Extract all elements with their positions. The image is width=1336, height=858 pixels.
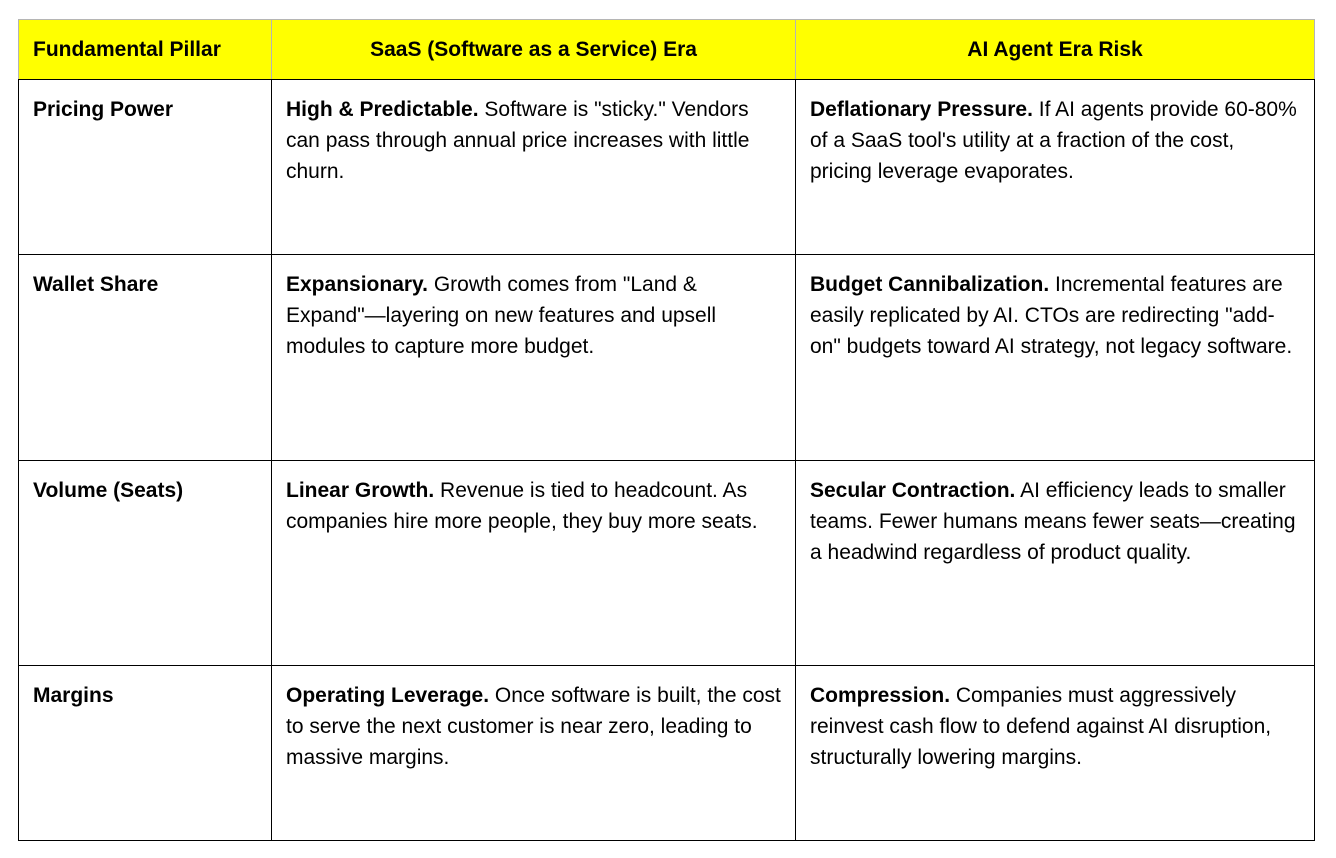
ai-lead-text: Secular Contraction. [810,479,1016,502]
saas-body-text: Growth comes from "Land & Expand"—layering on new features and upsell modules to capture more budget. [286,273,717,358]
saas-era-cell [272,80,796,255]
saas-lead-text: High & Predictable. [286,98,479,121]
comparison-table [18,19,1315,841]
pillar-cell: Pricing Power [19,80,272,255]
header-saas-era: SaaS (Software as a Service) Era [272,20,796,80]
saas-body-text: Revenue is tied to headcount. As companies hire more people, they buy more seats. [286,479,758,533]
saas-lead-text: Linear Growth. [286,479,435,502]
saas-body-text: Once software is built, the cost to serve the next customer is near zero, leading to massive margins. [286,684,781,769]
ai-risk-cell [796,80,1315,255]
table-row [19,80,1315,255]
ai-risk-cell [796,666,1315,841]
pillar-cell: Margins [19,666,272,841]
saas-body-text: Software is "sticky." Vendors can pass through annual price increases with little churn. [286,98,750,183]
pillar-cell: Wallet Share [19,255,272,461]
ai-body-text: If AI agents provide 60-80% of a SaaS tool's utility at a fraction of the cost, pricing leverage evaporates. [810,98,1297,183]
saas-lead-text: Operating Leverage. [286,684,490,707]
header-fundamental-pillar: Fundamental Pillar [19,20,272,80]
comparison-table-container [18,19,1315,841]
saas-era-cell [272,255,796,461]
ai-body-text: AI efficiency leads to smaller teams. Fewer humans means fewer seats—creating a headwind regardless of product quality. [810,479,1296,564]
saas-lead-text: Expansionary. [286,273,428,296]
ai-body-text: Companies must aggressively reinvest cash flow to defend against AI disruption, structurally lowering margins. [810,684,1272,769]
saas-era-cell [272,666,796,841]
ai-lead-text: Compression. [810,684,951,707]
pillar-cell: Volume (Seats) [19,461,272,666]
table-row [19,461,1315,666]
table-row [19,666,1315,841]
header-ai-agent-era-risk: AI Agent Era Risk [796,20,1315,80]
table-header-row [19,20,1315,80]
ai-risk-cell [796,461,1315,666]
ai-risk-cell [796,255,1315,461]
ai-body-text: Incremental features are easily replicated by AI. CTOs are redirecting "add-on" budgets toward AI strategy, not legacy software. [810,273,1293,358]
ai-lead-text: Deflationary Pressure. [810,98,1033,121]
table-row [19,255,1315,461]
saas-era-cell [272,461,796,666]
ai-lead-text: Budget Cannibalization. [810,273,1050,296]
